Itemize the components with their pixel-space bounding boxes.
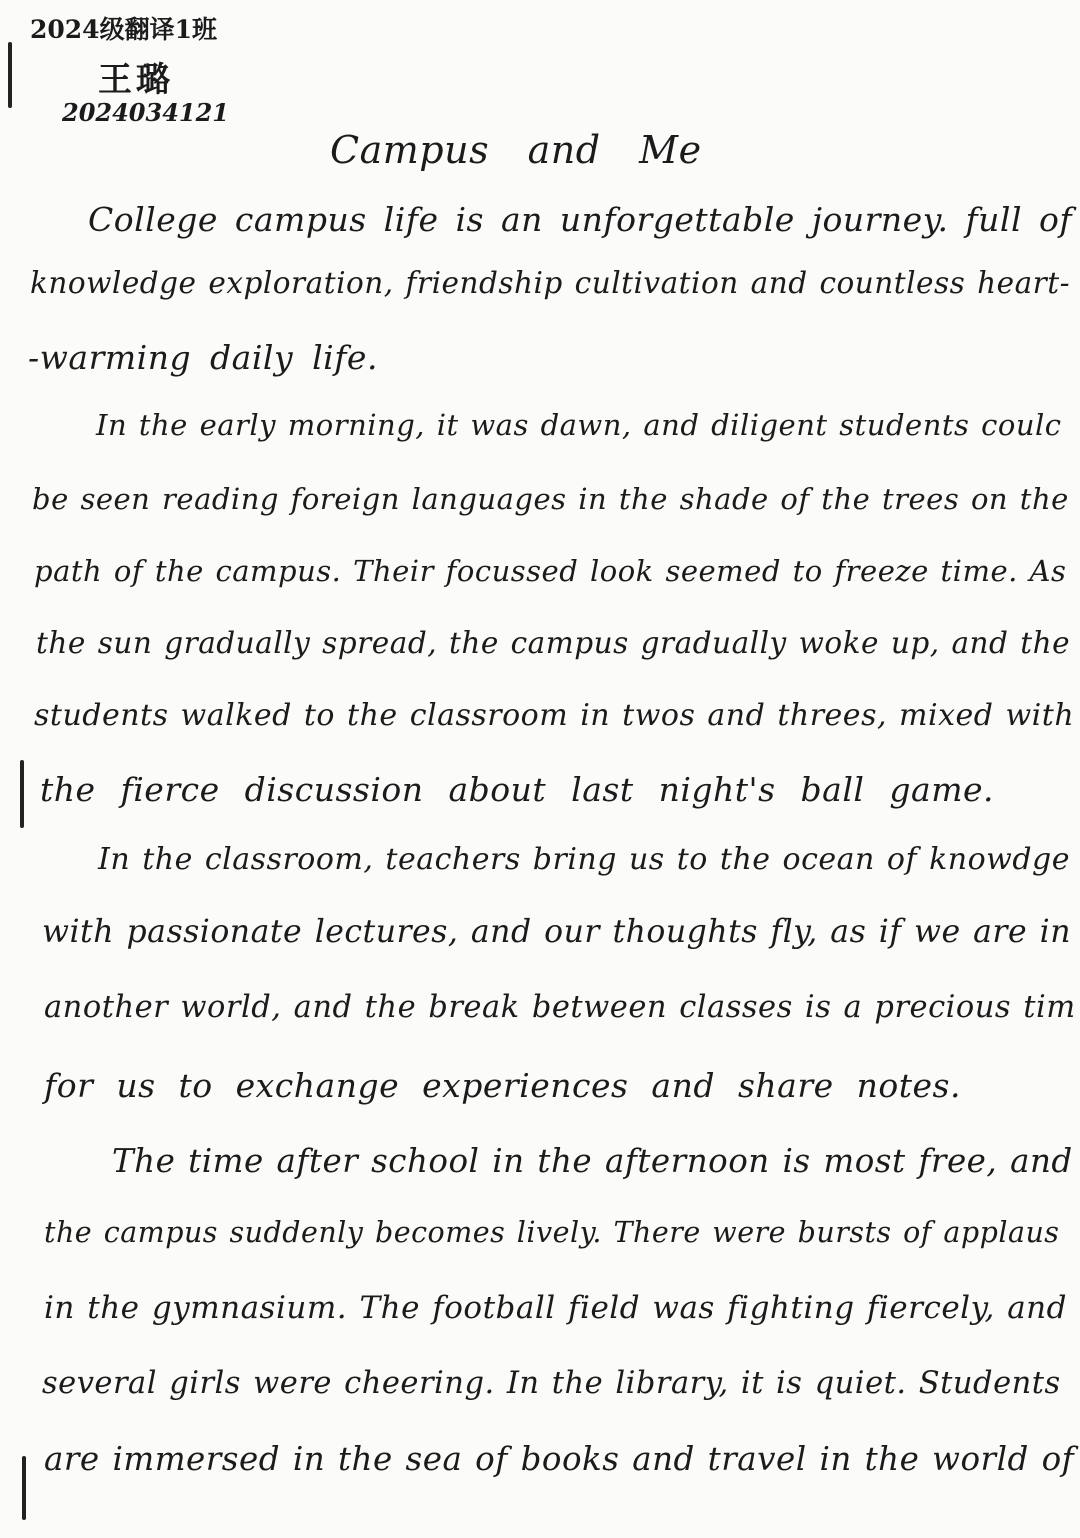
essay-line: -warming daily life. [28,338,378,377]
essay-line: the campus suddenly becomes lively. There were bursts of applaus [44,1216,1060,1249]
essay-line: another world, and the break between classes is a precious tim [44,990,1076,1025]
essay-line: are immersed in the sea of books and travel in the world of [44,1440,1075,1478]
essay-line: the fierce discussion about last night's ball game. [40,770,995,809]
essay-line: in the gymnasium. The football field was fighting fiercely, and [44,1290,1067,1326]
essay-line: with passionate lectures, and our thoughts fly, as if we are in [42,914,1071,950]
essay-line: knowledge exploration, friendship cultivation and countless heart- [30,266,1071,300]
essay-line: The time after school in the afternoon is most free, and [112,1142,1073,1180]
essay-line: students walked to the classroom in twos and threes, mixed with [34,698,1075,733]
student-name: 王璐 [98,60,174,100]
essay-line: be seen reading foreign languages in the shade of the trees on the [32,482,1069,516]
essay-line: In the classroom, teachers bring us to the ocean of knowdge [98,842,1071,877]
margin-mark [22,1456,26,1520]
essay-title: Campus and Me [330,128,702,172]
student-id: 2024034121 [62,98,229,127]
essay-line: College campus life is an unforgettable journey. full of [88,200,1073,239]
essay-line: In the early morning, it was dawn, and diligent students coulc [96,408,1062,442]
class-label: 2024级翻译1班 [30,15,217,44]
essay-line: path of the campus. Their focussed look seemed to freeze time. As [34,554,1067,588]
margin-mark [8,42,12,108]
essay-line: several girls were cheering. In the library, it is quiet. Students [42,1366,1061,1401]
margin-mark [20,760,24,828]
essay-line: the sun gradually spread, the campus gradually woke up, and the [36,626,1071,660]
essay-line: for us to exchange experiences and share notes. [44,1066,961,1105]
